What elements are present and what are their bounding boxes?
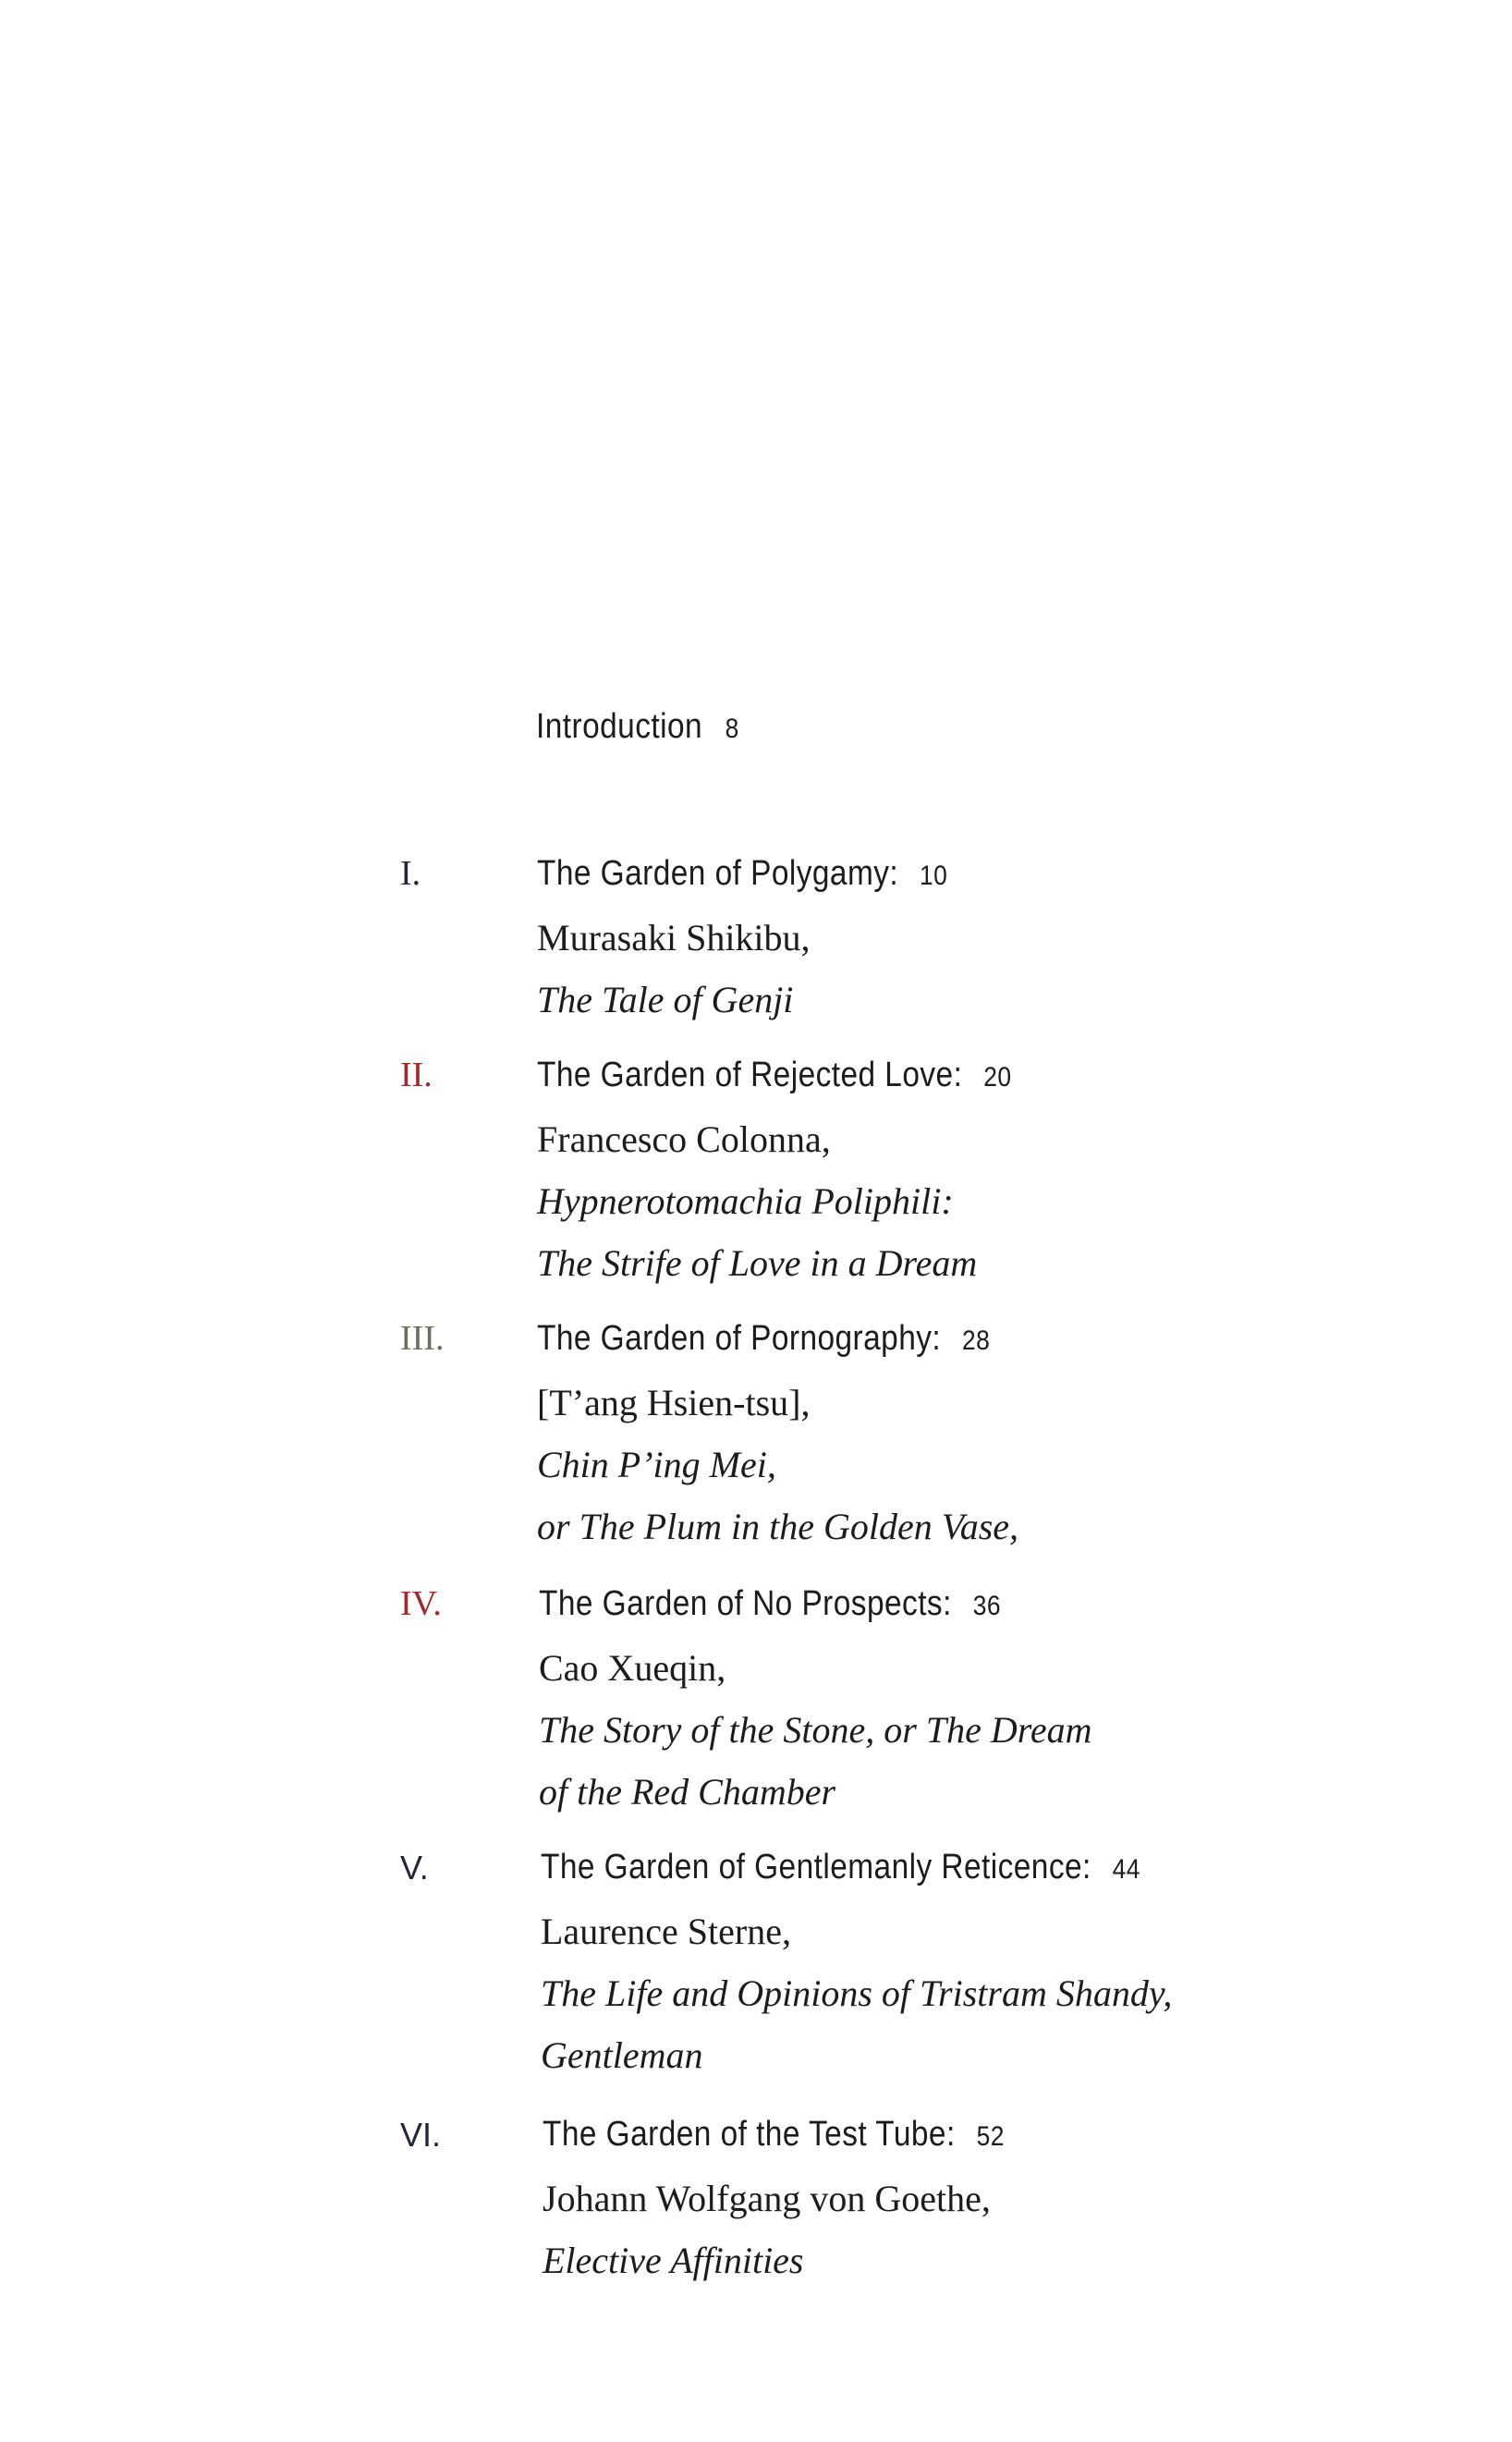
chapter-title-text: The Garden of No Prospects:: [539, 1584, 952, 1623]
chapter-work: Gentleman: [541, 2034, 703, 2076]
chapter-title-text: The Garden of Polygamy:: [537, 854, 899, 893]
chapter-numeral: I.: [400, 854, 421, 893]
chapter-author: [T’ang Hsien-tsu],: [537, 1382, 811, 1423]
chapter-author: Murasaki Shikibu,: [537, 917, 811, 958]
chapter-title: [537, 1044, 1011, 1108]
chapter-title: [539, 1573, 1026, 1637]
chapter-numeral: VI.: [400, 2116, 442, 2154]
chapter-page: 44: [1112, 1854, 1140, 1885]
chapter-numeral: III.: [400, 1319, 445, 1358]
chapter-title: [537, 843, 947, 907]
chapter-work: or The Plum in the Golden Vase,: [537, 1506, 1019, 1547]
chapter-title: [543, 2104, 1005, 2167]
chapter-page: 10: [920, 861, 948, 891]
chapter-author: Cao Xueqin,: [539, 1647, 726, 1689]
chapter-author: Francesco Colonna,: [537, 1118, 831, 1160]
chapter-page: 36: [972, 1591, 1001, 1621]
chapter-work: The Life and Opinions of Tristram Shandy,: [541, 1972, 1173, 2014]
chapter-title-text: The Garden of Pornography:: [537, 1319, 942, 1358]
chapter-page: 52: [976, 2121, 1005, 2152]
chapter-page: 28: [962, 1325, 991, 1356]
chapter-page: 20: [983, 1062, 1012, 1093]
chapter-work: The Tale of Genji: [537, 979, 794, 1020]
chapter-work: The Story of the Stone, or The Dream: [539, 1709, 1092, 1751]
chapter-title-text: The Garden of Gentlemanly Reticence:: [541, 1848, 1091, 1886]
introduction-page: 8: [725, 714, 739, 744]
chapter-numeral: V.: [400, 1849, 429, 1886]
chapter-work: Elective Affinities: [543, 2240, 804, 2281]
chapter-author: Laurence Sterne,: [541, 1911, 791, 1952]
chapter-work: The Strife of Love in a Dream: [537, 1242, 978, 1284]
chapter-author: Johann Wolfgang von Goethe,: [543, 2178, 991, 2219]
introduction-label: Introduction: [536, 707, 703, 746]
toc-introduction[interactable]: [536, 707, 739, 747]
chapter-title-text: The Garden of Rejected Love:: [537, 1056, 963, 1094]
chapter-work: Hypnerotomachia Poliphili:: [537, 1180, 954, 1222]
chapter-work: Chin P’ing Mei,: [537, 1444, 776, 1485]
chapter-title: [537, 1308, 990, 1372]
chapter-title-text: The Garden of the Test Tube:: [543, 2115, 956, 2154]
chapter-numeral: IV.: [400, 1584, 442, 1623]
chapter-title: [541, 1837, 1140, 1900]
chapter-work: of the Red Chamber: [539, 1771, 836, 1813]
chapter-numeral: II.: [400, 1056, 433, 1094]
